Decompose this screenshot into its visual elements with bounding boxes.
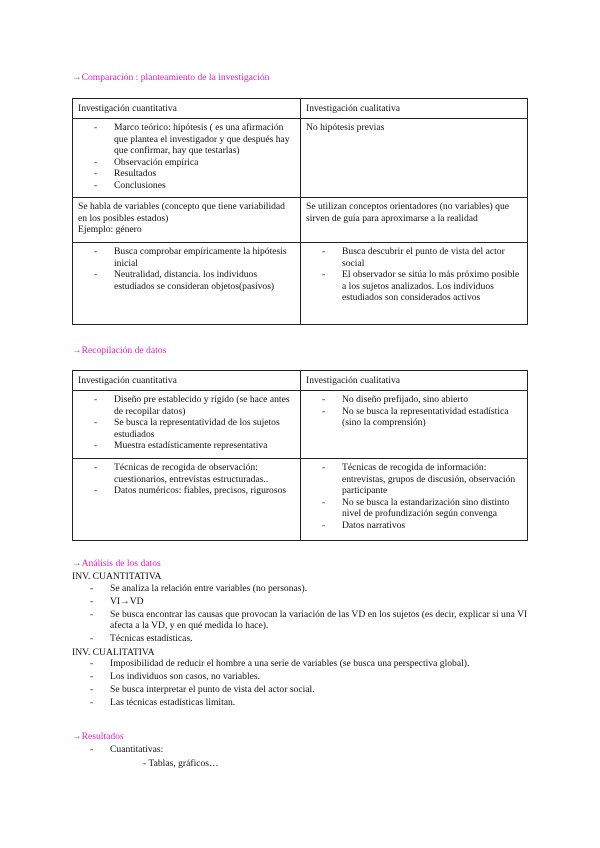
list-item: - Diseño pre establecido y rígido (se hace antes de recopilar datos) bbox=[78, 394, 295, 417]
list-item: - Busca descubrir el punto de vista del actor social bbox=[306, 246, 522, 269]
list-item: - Busca comprobar empíricamente la hipótesis inicial bbox=[78, 246, 295, 269]
table-row bbox=[73, 198, 528, 243]
resultados-item: - bbox=[90, 744, 94, 755]
header-cualitativa: Investigación cualitativa bbox=[301, 99, 528, 119]
header-cualitativa: Investigación cualitativa bbox=[301, 371, 528, 391]
cell-cualitativa bbox=[301, 459, 528, 541]
heading-comparacion: →Comparación : planteamiento de la investigación bbox=[72, 72, 270, 83]
bullet-list bbox=[306, 246, 522, 304]
list-item: - Muestra estadísticamente representativa bbox=[78, 440, 295, 452]
list-item: - Datos numéricos: fiables, precisos, rigurosos bbox=[78, 485, 295, 497]
cell-cualitativa bbox=[301, 243, 528, 325]
list-item: - Los individuos son casos, no variables. bbox=[72, 671, 532, 683]
bullet-list bbox=[78, 394, 295, 452]
heading-recopilacion: →Recopilación de datos bbox=[72, 345, 167, 356]
list-item: - VI→VD bbox=[72, 596, 532, 608]
bullet-list bbox=[78, 462, 295, 497]
cell-cuantitativa bbox=[73, 119, 301, 198]
list-item: - Se analiza la relación entre variables (no personas). bbox=[72, 583, 532, 595]
list-item: - No diseño prefijado, sino abierto bbox=[306, 394, 522, 406]
list-item: - Observación empírica bbox=[78, 157, 295, 169]
list-item: - Imposibilidad de reducir el hombre a una serie de variables (se busca una perspectiva global). bbox=[72, 658, 532, 670]
resultados-subitem: - Tablas, gráficos… bbox=[143, 758, 219, 769]
list-item: - Resultados bbox=[78, 168, 295, 180]
list-item: - El observador se sitúa lo más próximo posible a los sujetos analizados. Los individuos estudiados son considerados activos bbox=[306, 269, 522, 304]
list-item: - Se busca la representatividad de los sujetos estudiados bbox=[78, 417, 295, 440]
cell-text: Se utilizan conceptos orientadores (no variables) que sirven de guía para aproximarse a la realidad bbox=[306, 201, 509, 224]
table-row bbox=[73, 119, 528, 198]
table-row bbox=[73, 459, 528, 541]
resultados-item-label: Cuantitativas: bbox=[110, 744, 164, 755]
table-header-row bbox=[73, 99, 528, 119]
bullet-list bbox=[306, 462, 522, 532]
list-item: - Marco teórico: hipótesis ( es una afirmación que plantea el investigador y que después hay que confirmar, hay que testarlas) bbox=[78, 122, 295, 157]
list-item: - Las técnicas estadísticas limitan. bbox=[72, 697, 532, 709]
bullet-list bbox=[78, 122, 295, 192]
list-item: - Se busca encontrar las causas que provocan la variación de las VD en los sujetos (es decir, explicar si una VI afecta a la VD, y en qué medida lo hace). bbox=[72, 609, 532, 632]
table-row bbox=[73, 243, 528, 325]
cell-cuantitativa bbox=[73, 198, 301, 243]
cell-cuantitativa bbox=[73, 243, 301, 325]
bullet-list bbox=[306, 394, 522, 429]
list-item: - Técnicas estadísticas. bbox=[72, 633, 532, 645]
cell-text: Se habla de variables (concepto que tiene variabilidad en los posibles estados) bbox=[78, 201, 285, 224]
cell-cualitativa bbox=[301, 198, 528, 243]
list-item: - No se busca la representatividad estadística (sino la comprensión) bbox=[306, 406, 522, 429]
list-item: - Se busca interpretar el punto de vista del actor social. bbox=[72, 684, 532, 696]
list-item: - Técnicas de recogida de observación: cuestionarios, entrevistas estructuradas.. bbox=[78, 462, 295, 485]
cell-text: No hipótesis previas bbox=[306, 122, 385, 133]
cell-cualitativa bbox=[301, 119, 528, 198]
label-inv-cuantitativa: INV. CUANTITATIVA bbox=[72, 571, 162, 582]
table-header-row bbox=[73, 371, 528, 391]
cell-cuantitativa bbox=[73, 391, 301, 459]
table-recopilacion bbox=[72, 370, 528, 541]
bullet-list bbox=[72, 658, 532, 709]
list-item: - Datos narrativos bbox=[306, 520, 522, 532]
table-row bbox=[73, 391, 528, 459]
list-item: - Técnicas de recogida de información: entrevistas, grupos de discusión, observación participante bbox=[306, 462, 522, 497]
analisis-section bbox=[72, 571, 532, 711]
cell-example: Ejemplo: género bbox=[78, 224, 142, 236]
bullet-list bbox=[78, 246, 295, 292]
table-planteamiento bbox=[72, 98, 528, 325]
header-cuantitativa: Investigación cuantitativa bbox=[73, 371, 301, 391]
label-inv-cualitativa: INV. CUALITATIVA bbox=[72, 646, 155, 658]
list-item: - Neutralidad, distancia. los individuos estudiados se consideran objetos(pasivos) bbox=[78, 269, 295, 292]
heading-analisis: →Análisis de los datos bbox=[72, 558, 161, 569]
list-item: - Conclusiones bbox=[78, 180, 295, 192]
cell-cualitativa bbox=[301, 391, 528, 459]
list-item: - No se busca la estandarización sino distinto nivel de profundización según convenga bbox=[306, 497, 522, 520]
heading-resultados: →Resultados bbox=[72, 731, 124, 742]
bullet-list bbox=[72, 583, 532, 645]
header-cuantitativa: Investigación cuantitativa bbox=[73, 99, 301, 119]
cell-cuantitativa bbox=[73, 459, 301, 541]
